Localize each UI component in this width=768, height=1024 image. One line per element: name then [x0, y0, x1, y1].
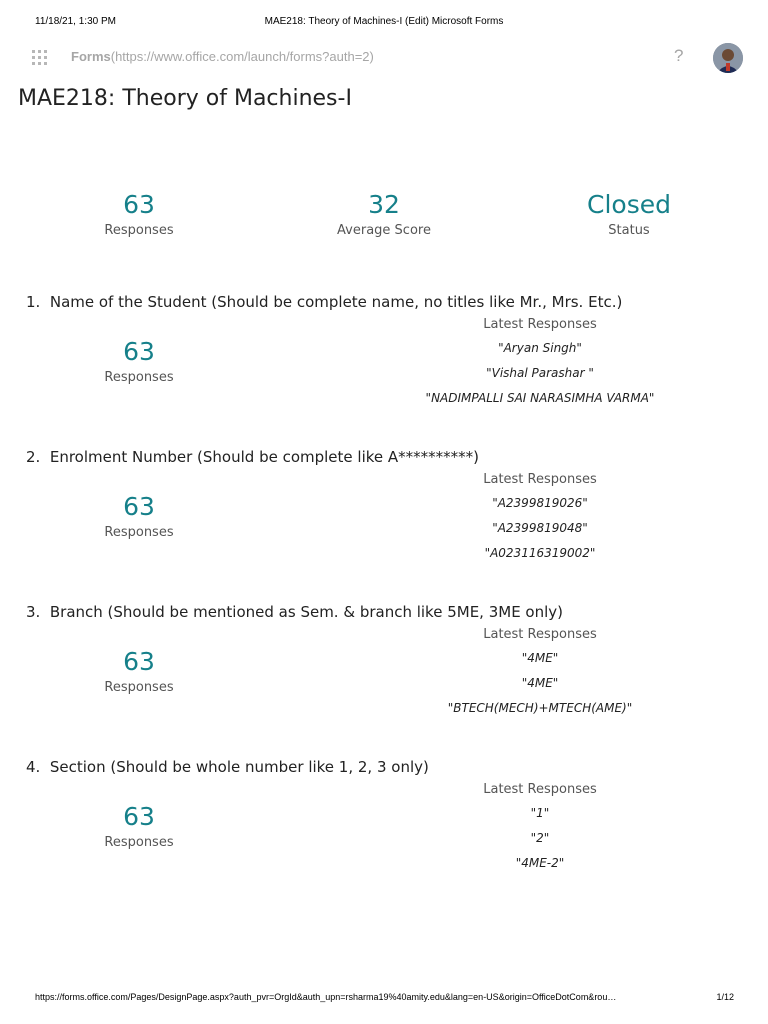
response-count: 63 — [123, 802, 155, 831]
question-text: Name of the Student (Should be complete name, no titles like Mr., Mrs. Etc.) — [49, 293, 623, 311]
question-number: 3. — [26, 603, 41, 621]
page-number: 1/12 — [716, 992, 734, 1002]
average-score-label: Average Score — [337, 223, 431, 238]
response-count-label: Responses — [104, 680, 174, 695]
print-header — [0, 16, 768, 30]
top-bar — [0, 44, 768, 72]
help-icon[interactable]: ? — [674, 46, 684, 65]
latest-response: "4ME-2" — [515, 856, 565, 870]
responses-label: Responses — [104, 223, 174, 238]
latest-response: "BTECH(MECH)+MTECH(AME)" — [447, 701, 633, 715]
latest-response: "Vishal Parashar " — [486, 366, 594, 380]
question-text: Branch (Should be mentioned as Sem. & branch like 5ME, 3ME only) — [49, 603, 564, 621]
question-4 — [0, 758, 768, 908]
responses-count: 63 — [123, 190, 155, 219]
forms-brand: Forms — [71, 49, 111, 64]
response-count: 63 — [123, 492, 155, 521]
question-text: Section (Should be whole number like 1, 2, 3 only) — [49, 758, 429, 776]
question-2 — [0, 448, 768, 598]
latest-response: "A2399819048" — [492, 521, 588, 535]
print-date: 11/18/21, 1:30 PM — [35, 16, 116, 27]
forms-home-link[interactable] — [71, 49, 374, 64]
question-title — [26, 603, 563, 621]
latest-response: "NADIMPALLI SAI NARASIMHA VARMA" — [425, 391, 655, 405]
response-count-label: Responses — [104, 835, 174, 850]
question-number: 2. — [26, 448, 41, 466]
question-response-count — [39, 337, 239, 385]
forms-url: (https://www.office.com/launch/forms?auth=2) — [110, 49, 374, 64]
question-title — [26, 758, 429, 776]
average-score-value: 32 — [368, 190, 400, 219]
latest-responses-header: Latest Responses — [483, 627, 597, 642]
question-title — [26, 293, 622, 311]
latest-response: "4ME" — [521, 676, 559, 690]
summary-average-score — [284, 190, 484, 238]
latest-response: "A023116319002" — [484, 546, 596, 560]
question-number: 1. — [26, 293, 41, 311]
latest-responses — [380, 782, 700, 879]
response-count-label: Responses — [104, 370, 174, 385]
avatar[interactable] — [713, 43, 743, 73]
latest-responses-header: Latest Responses — [483, 472, 597, 487]
status-value: Closed — [587, 190, 671, 219]
latest-response: "1" — [530, 806, 550, 820]
page-title: MAE218: Theory of Machines-I — [18, 86, 352, 111]
response-count-label: Responses — [104, 525, 174, 540]
latest-response: "4ME" — [521, 651, 559, 665]
print-footer — [0, 992, 768, 1006]
print-title: MAE218: Theory of Machines-I (Edit) Microsoft Forms — [264, 16, 504, 27]
question-response-count — [39, 492, 239, 540]
latest-response: "2" — [530, 831, 550, 845]
latest-responses-header: Latest Responses — [483, 782, 597, 797]
question-response-count — [39, 802, 239, 850]
latest-responses — [380, 317, 700, 414]
latest-responses-header: Latest Responses — [483, 317, 597, 332]
latest-responses — [380, 627, 700, 724]
latest-response: "Aryan Singh" — [498, 341, 582, 355]
summary-status — [529, 190, 729, 238]
question-title — [26, 448, 479, 466]
latest-response: "A2399819026" — [492, 496, 588, 510]
question-1 — [0, 293, 768, 443]
question-number: 4. — [26, 758, 41, 776]
question-3 — [0, 603, 768, 753]
status-label: Status — [608, 223, 650, 238]
response-count: 63 — [123, 647, 155, 676]
summary-responses — [39, 190, 239, 238]
avatar-image — [713, 43, 743, 73]
latest-responses — [380, 472, 700, 569]
app-launcher-icon[interactable] — [32, 50, 48, 66]
response-count: 63 — [123, 337, 155, 366]
question-text: Enrolment Number (Should be complete like A**********) — [49, 448, 480, 466]
question-response-count — [39, 647, 239, 695]
print-url: https://forms.office.com/Pages/DesignPage.aspx?auth_pvr=OrgId&auth_upn=rsharma19%40amity.edu&lang=en-US&origin=OfficeDotCom&rou… — [35, 992, 617, 1002]
